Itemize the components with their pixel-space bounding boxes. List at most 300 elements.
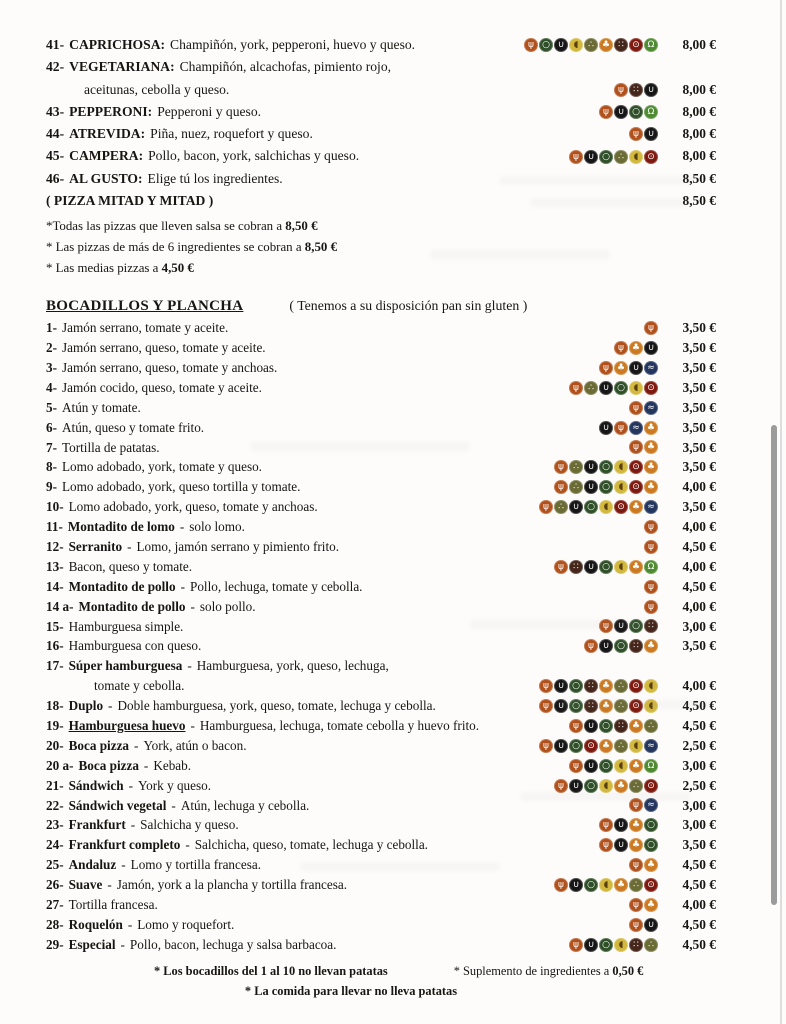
item-price: 3,50 € <box>682 359 716 375</box>
item-name: Sándwich <box>68 777 124 793</box>
menu-item-row <box>46 756 716 776</box>
gluten-icon: ψ <box>614 83 628 97</box>
sesame-icon: ∴ <box>569 480 583 494</box>
item-name: Súper hamburguesa <box>68 658 183 674</box>
item-separator: - <box>180 578 185 594</box>
egg-icon: ○ <box>644 818 658 832</box>
item-price: 4,50 € <box>682 857 716 873</box>
item-price: 4,50 € <box>682 936 716 952</box>
milk-icon: ∪ <box>614 105 628 119</box>
lupin-icon: ◖ <box>614 759 628 773</box>
allergen-icons <box>554 878 658 892</box>
item-name: Montadito de pollo <box>78 598 186 614</box>
item-desc: Pollo, lechuga, tomate y cebolla. <box>189 578 363 594</box>
item-price: 3,00 € <box>682 757 716 773</box>
soy-icon: ∷ <box>584 699 598 713</box>
menu-item-row <box>46 537 716 557</box>
item-separator: - <box>128 777 133 793</box>
item-price: 4,50 € <box>682 877 716 893</box>
item-desc: Pepperoni y queso. <box>157 103 262 119</box>
celery-icon: ♣ <box>644 480 658 494</box>
molluscs-icon: Ω <box>644 759 658 773</box>
item-number: 9- <box>46 479 57 495</box>
egg-icon: ○ <box>599 719 613 733</box>
menu-item-row <box>46 815 716 835</box>
item-number: 17- <box>46 658 64 674</box>
note-price: 8,50 € <box>304 239 338 254</box>
menu-item-row <box>46 168 716 190</box>
milk-icon: ∪ <box>644 83 658 97</box>
sulphites-icon: ⊙ <box>629 480 643 494</box>
item-price: 3,50 € <box>682 320 716 336</box>
menu-item-row <box>46 56 716 78</box>
lupin-icon: ◖ <box>569 38 583 52</box>
item-desc: Hamburguesa, lechuga, tomate cebolla y huevo frito. <box>199 717 480 733</box>
item-number: 11- <box>46 519 63 535</box>
fish-icon: ≈ <box>629 421 643 435</box>
molluscs-icon: Ω <box>644 38 658 52</box>
menu-item-row <box>46 457 716 477</box>
celery-icon: ♣ <box>629 838 643 852</box>
sesame-icon: ∴ <box>554 500 568 514</box>
lupin-icon: ◖ <box>614 560 628 574</box>
item-number: 14- <box>46 578 64 594</box>
milk-icon: ∪ <box>584 560 598 574</box>
note-text: * Suplemento de ingredientes a <box>453 963 613 978</box>
item-desc: Atún y tomate. <box>62 399 141 415</box>
item-number: 1- <box>46 320 57 336</box>
menu-item-row <box>46 318 716 338</box>
menu-item-row <box>46 895 716 915</box>
item-number: 19- <box>46 717 64 733</box>
item-number: 24- <box>46 837 64 853</box>
item-price: 4,00 € <box>682 519 716 535</box>
milk-icon: ∪ <box>599 381 613 395</box>
gluten-icon: ψ <box>569 150 583 164</box>
item-name: Roquelón <box>68 916 123 932</box>
item-number: 26- <box>46 877 64 893</box>
item-desc: Doble hamburguesa, york, queso, tomate, lechuga y cebolla. <box>117 698 436 714</box>
item-name: PEPPERONI: <box>69 103 153 119</box>
item-number: 4- <box>46 379 57 395</box>
item-name: AL GUSTO: <box>69 170 143 186</box>
egg-icon: ○ <box>584 779 598 793</box>
gluten-icon: ψ <box>629 918 643 932</box>
gluten-icon: ψ <box>599 838 613 852</box>
allergen-icons <box>569 150 658 164</box>
item-desc: Lomo y roquefort. <box>137 916 235 932</box>
menu-item-row <box>46 935 716 955</box>
milk-icon: ∪ <box>644 341 658 355</box>
sulphites-icon: ⊙ <box>629 699 643 713</box>
pizza-note <box>46 237 716 258</box>
item-desc: Jamón serrano, tomate y aceite. <box>62 320 229 336</box>
item-desc: York y queso. <box>137 777 212 793</box>
item-separator: - <box>185 837 190 853</box>
celery-icon: ♣ <box>629 719 643 733</box>
allergen-icons <box>629 858 658 872</box>
item-price: 4,00 € <box>682 598 716 614</box>
item-separator: - <box>171 797 176 813</box>
milk-icon: ∪ <box>584 938 598 952</box>
allergen-icons <box>599 105 658 119</box>
sulphites-icon: ⊙ <box>644 381 658 395</box>
menu-item-row <box>46 915 716 935</box>
pizza-note <box>46 216 716 237</box>
allergen-icons <box>644 540 658 554</box>
menu-item-row <box>46 438 716 458</box>
soy-icon: ∷ <box>569 560 583 574</box>
item-price: 8,00 € <box>682 126 716 142</box>
celery-icon: ♣ <box>614 361 628 375</box>
celery-icon: ♣ <box>599 739 613 753</box>
note-price: 4,50 € <box>161 260 194 275</box>
item-number: 6- <box>46 419 57 435</box>
item-price: 8,50 € <box>682 193 716 209</box>
note-text: *Todas las pizzas que lleven salsa se cobran a <box>46 219 286 234</box>
footer-note <box>454 961 644 981</box>
gluten-icon: ψ <box>644 600 658 614</box>
celery-icon: ♣ <box>644 421 658 435</box>
sesame-icon: ∴ <box>644 938 658 952</box>
milk-icon: ∪ <box>554 38 568 52</box>
item-desc: Champiñón, alcachofas, pimiento rojo, <box>179 59 392 75</box>
item-desc: Lomo adobado, york, tomate y queso. <box>62 459 262 475</box>
menu-item-row <box>46 636 716 656</box>
item-price: 8,00 € <box>682 103 716 119</box>
scrollbar-thumb[interactable] <box>771 425 777 905</box>
celery-icon: ♣ <box>629 341 643 355</box>
gluten-icon: ψ <box>539 699 553 713</box>
item-price: 3,50 € <box>682 419 716 435</box>
note-text: * Las pizzas de más de 6 ingredientes se cobran a <box>46 239 305 254</box>
gluten-icon: ψ <box>629 440 643 454</box>
item-name: Sándwich vegetal <box>68 797 167 813</box>
milk-icon: ∪ <box>599 421 613 435</box>
item-name: CAMPERA: <box>69 148 144 164</box>
menu-item-row-continued <box>46 676 716 696</box>
item-number: 14 a- <box>46 598 74 614</box>
menu-item-row <box>46 190 716 212</box>
pizza-section <box>46 34 716 278</box>
item-name: Hamburguesa huevo <box>68 717 186 733</box>
gluten-icon: ψ <box>599 361 613 375</box>
gluten-icon: ψ <box>554 460 568 474</box>
sulphites-icon: ⊙ <box>644 878 658 892</box>
allergen-icons <box>599 838 658 852</box>
item-desc: Salchicha, queso, tomate, lechuga y cebolla. <box>194 837 428 853</box>
item-desc: Elige tú los ingredientes. <box>147 170 283 186</box>
milk-icon: ∪ <box>644 127 658 141</box>
item-name: Frankfurt completo <box>68 837 181 853</box>
gluten-icon: ψ <box>584 639 598 653</box>
menu-item-row <box>46 418 716 438</box>
item-separator: - <box>120 936 125 952</box>
allergen-icons <box>614 341 658 355</box>
gluten-icon: ψ <box>599 105 613 119</box>
egg-icon: ○ <box>644 838 658 852</box>
sulphites-icon: ⊙ <box>644 150 658 164</box>
item-desc: Hamburguesa, york, queso, lechuga, <box>196 658 389 674</box>
menu-item-row <box>46 855 716 875</box>
gluten-icon: ψ <box>599 818 613 832</box>
allergen-icons <box>629 898 658 912</box>
item-separator: - <box>107 877 112 893</box>
gluten-icon: ψ <box>644 520 658 534</box>
sulphites-icon: ⊙ <box>584 739 598 753</box>
item-price: 4,00 € <box>682 479 716 495</box>
item-desc: Jamón serrano, queso, tomate y anchoas. <box>62 359 278 375</box>
fish-icon: ≈ <box>644 798 658 812</box>
celery-icon: ♣ <box>629 500 643 514</box>
note-price: 8,50 € <box>285 219 318 234</box>
section-subtitle: ( Tenemos a su disposición pan sin gluten ) <box>289 298 528 314</box>
egg-icon: ○ <box>569 739 583 753</box>
item-desc: Jamón, york a la plancha y tortilla francesa. <box>116 877 348 893</box>
item-desc: Tortilla de patatas. <box>62 439 160 455</box>
celery-icon: ♣ <box>644 639 658 653</box>
lupin-icon: ◖ <box>629 739 643 753</box>
menu-item-row <box>46 656 716 676</box>
allergen-icons <box>569 719 658 733</box>
milk-icon: ∪ <box>584 759 598 773</box>
sulphites-icon: ⊙ <box>629 460 643 474</box>
egg-icon: ○ <box>629 619 643 633</box>
item-desc: Lomo y tortilla francesa. <box>130 857 262 873</box>
allergen-icons <box>644 600 658 614</box>
soy-icon: ∷ <box>629 938 643 952</box>
egg-icon: ○ <box>584 500 598 514</box>
allergen-icons <box>644 580 658 594</box>
milk-icon: ∪ <box>614 838 628 852</box>
allergen-icons <box>599 818 658 832</box>
menu-item-row <box>46 101 716 123</box>
sesame-icon: ∴ <box>644 719 658 733</box>
milk-icon: ∪ <box>599 639 613 653</box>
item-price: 3,00 € <box>682 618 716 634</box>
item-separator: - <box>127 538 132 554</box>
milk-icon: ∪ <box>554 699 568 713</box>
milk-icon: ∪ <box>629 361 643 375</box>
item-name: Andaluz <box>68 857 117 873</box>
menu-item-row <box>46 517 716 537</box>
item-number: 3- <box>46 359 57 375</box>
gluten-icon: ψ <box>614 341 628 355</box>
item-number: 44- <box>46 126 65 142</box>
sesame-icon: ∴ <box>584 38 598 52</box>
sesame-icon: ∴ <box>629 878 643 892</box>
egg-icon: ○ <box>599 150 613 164</box>
gluten-icon: ψ <box>644 580 658 594</box>
allergen-icons <box>599 361 658 375</box>
celery-icon: ♣ <box>644 858 658 872</box>
item-price: 3,50 € <box>682 499 716 515</box>
item-desc: Kebab. <box>153 757 192 773</box>
molluscs-icon: Ω <box>644 560 658 574</box>
item-desc: Atún, lechuga y cebolla. <box>180 797 310 813</box>
item-price: 4,00 € <box>682 678 716 694</box>
celery-icon: ♣ <box>644 460 658 474</box>
gluten-icon: ψ <box>644 540 658 554</box>
note-text: * Las medias pizzas a <box>46 260 162 275</box>
item-price: 3,50 € <box>682 837 716 853</box>
gluten-icon: ψ <box>554 878 568 892</box>
allergen-icons <box>569 381 658 395</box>
item-name: Especial <box>68 936 116 952</box>
menu-item-row <box>46 597 716 617</box>
item-price: 4,00 € <box>682 896 716 912</box>
item-name: Boca pizza <box>78 757 139 773</box>
milk-icon: ∪ <box>614 818 628 832</box>
milk-icon: ∪ <box>584 460 598 474</box>
allergen-icons <box>629 127 658 141</box>
egg-icon: ○ <box>599 480 613 494</box>
allergen-icons <box>569 938 658 952</box>
item-number: 15- <box>46 618 64 634</box>
menu-item-row <box>46 776 716 796</box>
soy-icon: ∷ <box>614 38 628 52</box>
celery-icon: ♣ <box>614 878 628 892</box>
gluten-icon: ψ <box>569 938 583 952</box>
item-price: 2,50 € <box>682 737 716 753</box>
lupin-icon: ◖ <box>599 878 613 892</box>
sulphites-icon: ⊙ <box>644 779 658 793</box>
gluten-icon: ψ <box>629 858 643 872</box>
menu-item-row <box>46 497 716 517</box>
gluten-icon: ψ <box>614 421 628 435</box>
item-name: Montadito de pollo <box>68 578 176 594</box>
item-name: Montadito de lomo <box>67 519 175 535</box>
milk-icon: ∪ <box>584 150 598 164</box>
item-separator: - <box>190 717 195 733</box>
lupin-icon: ◖ <box>599 779 613 793</box>
item-number: 16- <box>46 638 64 654</box>
egg-icon: ○ <box>539 38 553 52</box>
item-number: 20 a- <box>46 757 74 773</box>
footer-notes <box>46 961 716 981</box>
menu-item-row <box>46 696 716 716</box>
item-desc: Salchicha y queso. <box>140 817 239 833</box>
item-number: 8- <box>46 459 57 475</box>
allergen-icons <box>554 460 658 474</box>
lupin-icon: ◖ <box>629 150 643 164</box>
item-separator: - <box>187 658 192 674</box>
allergen-icons <box>569 759 658 773</box>
gluten-icon: ψ <box>539 739 553 753</box>
gluten-icon: ψ <box>554 480 568 494</box>
item-number: 29- <box>46 936 64 952</box>
fish-icon: ≈ <box>644 500 658 514</box>
sesame-icon: ∴ <box>614 699 628 713</box>
allergen-icons <box>554 560 658 574</box>
sesame-icon: ∴ <box>569 460 583 474</box>
menu-item-row <box>46 378 716 398</box>
menu-item-row <box>46 557 716 577</box>
item-separator: - <box>143 757 149 773</box>
gluten-icon: ψ <box>539 500 553 514</box>
menu-item-row <box>46 577 716 597</box>
item-number: 7- <box>46 439 57 455</box>
item-number: 2- <box>46 340 57 356</box>
allergen-icons <box>599 619 658 633</box>
sesame-icon: ∴ <box>614 679 628 693</box>
soy-icon: ∷ <box>629 639 643 653</box>
item-price: 4,50 € <box>682 578 716 594</box>
lupin-icon: ◖ <box>629 381 643 395</box>
menu-item-row-continued <box>46 79 716 101</box>
celery-icon: ♣ <box>644 440 658 454</box>
gluten-icon: ψ <box>569 759 583 773</box>
item-desc: Champiñón, york, pepperoni, huevo y queso. <box>170 37 416 52</box>
item-number: 25- <box>46 857 64 873</box>
gluten-icon: ψ <box>629 127 643 141</box>
milk-icon: ∪ <box>614 619 628 633</box>
lupin-icon: ◖ <box>614 480 628 494</box>
menu-item-row <box>46 145 716 167</box>
item-desc: Hamburguesa simple. <box>68 618 184 634</box>
item-price: 3,00 € <box>682 817 716 833</box>
lupin-icon: ◖ <box>599 500 613 514</box>
section-title: BOCADILLOS Y PLANCHA <box>46 298 244 315</box>
sesame-icon: ∴ <box>614 739 628 753</box>
allergen-icons <box>599 421 658 435</box>
footer-note: * Los bocadillos del 1 al 10 no llevan patatas <box>154 963 388 978</box>
celery-icon: ♣ <box>629 560 643 574</box>
soy-icon: ∷ <box>614 719 628 733</box>
gluten-icon: ψ <box>554 560 568 574</box>
menu-item-row <box>46 477 716 497</box>
item-price: 3,00 € <box>682 797 716 813</box>
section-header <box>46 294 716 318</box>
item-number: 20- <box>46 737 64 753</box>
item-number: 22- <box>46 797 64 813</box>
allergen-icons <box>629 440 658 454</box>
item-desc: solo pollo. <box>199 598 256 614</box>
menu-item-row <box>46 875 716 895</box>
item-name: ATREVIDA: <box>69 126 146 142</box>
item-separator: - <box>130 817 136 833</box>
celery-icon: ♣ <box>644 898 658 912</box>
egg-icon: ○ <box>599 759 613 773</box>
allergen-icons <box>539 699 658 713</box>
fish-icon: ≈ <box>644 361 658 375</box>
item-desc: tomate y cebolla. <box>94 678 185 694</box>
menu-item-row <box>46 736 716 756</box>
allergen-icons <box>629 798 658 812</box>
lupin-icon: ◖ <box>614 460 628 474</box>
item-price: 3,50 € <box>682 379 716 395</box>
item-price: 2,50 € <box>682 777 716 793</box>
item-price: 8,00 € <box>682 81 716 97</box>
fish-icon: ≈ <box>644 739 658 753</box>
sesame-icon: ∴ <box>629 779 643 793</box>
item-desc: Atún, queso y tomate frito. <box>62 419 205 435</box>
item-desc: Hamburguesa con queso. <box>68 638 202 654</box>
allergen-icons <box>554 480 658 494</box>
egg-icon: ○ <box>569 679 583 693</box>
item-price: 4,50 € <box>682 538 716 554</box>
soy-icon: ∷ <box>584 679 598 693</box>
item-desc: Jamón cocido, queso, tomate y aceite. <box>62 379 262 395</box>
item-price: 8,50 € <box>682 170 716 186</box>
item-price: 4,00 € <box>682 558 716 574</box>
item-number: 5- <box>46 399 57 415</box>
item-number: 13- <box>46 558 64 574</box>
menu-item-row <box>46 338 716 358</box>
item-number: 41- <box>46 37 65 52</box>
gluten-icon: ψ <box>524 38 538 52</box>
egg-icon: ○ <box>614 381 628 395</box>
